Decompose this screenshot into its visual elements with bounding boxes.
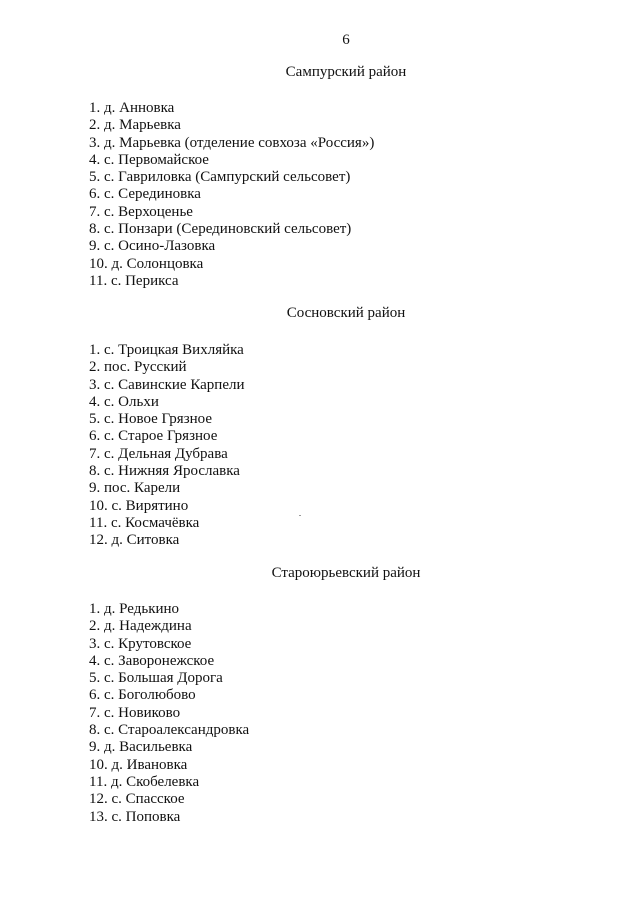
settlement-list [89,100,374,290]
list-item: 8. с. Понзари (Серединовский сельсовет) [89,221,352,238]
list-item: 4. с. Заворонежское [89,652,215,669]
section-title: Староюрьевский район [271,565,421,581]
list-item: 10. д. Ивановка [89,756,188,773]
list-item: 1. д. Редькино [89,601,180,617]
list-item: 1. д. Анновка [89,100,175,116]
settlement-list [89,342,245,550]
list-item: 2. пос. Русский [89,359,187,376]
section-title: Сампурский район [285,64,407,80]
list-item: 6. с. Старое Грязное [89,428,218,445]
scan-speck [299,515,301,516]
list-item: 11. д. Скобелевка [89,773,200,790]
list-item: 8. с. Староалександровка [89,722,250,739]
list-item: 3. д. Марьевка (отделение совхоза «Россия») [89,134,375,151]
list-item: 9. с. Осино-Лазовка [89,238,216,255]
page-number: 6 [342,32,350,48]
list-item: 5. с. Гавриловка (Сампурский сельсовет) [89,169,351,186]
list-item: 9. пос. Карели [89,480,181,497]
list-item: 2. д. Марьевка [89,117,181,134]
section-title: Сосновский район [286,305,406,321]
list-item: 12. с. Спасское [89,791,185,808]
list-item: 8. с. Нижняя Ярославка [89,463,240,480]
list-item: 11. с. Космачёвка [89,514,200,531]
list-item: 10. д. Солонцовка [89,255,204,272]
list-item: 3. с. Савинские Карпели [89,376,245,393]
list-item: 5. с. Новое Грязное [89,411,212,428]
list-item: 9. д. Васильевка [89,739,193,756]
list-item: 6. с. Боголюбово [89,687,196,704]
list-item: 5. с. Большая Дорога [89,670,223,687]
list-item: 3. с. Крутовское [89,635,192,652]
settlement-list [89,601,249,826]
list-item: 7. с. Дельная Дубрава [89,445,228,462]
list-item: 1. с. Троицкая Вихляйка [89,342,244,358]
list-item: 7. с. Новиково [89,704,181,721]
list-item: 12. д. Ситовка [89,532,180,549]
list-item: 4. с. Первомайское [89,151,209,168]
list-item: 6. с. Серединовка [89,186,201,203]
list-item: 13. с. Поповка [89,808,181,825]
list-item: 11. с. Перикса [89,272,179,289]
list-item: 10. с. Вирятино [89,497,189,514]
list-item: 4. с. Ольхи [89,393,159,410]
list-item: 2. д. Надеждина [89,618,192,635]
list-item: 7. с. Верхоценье [89,203,193,220]
